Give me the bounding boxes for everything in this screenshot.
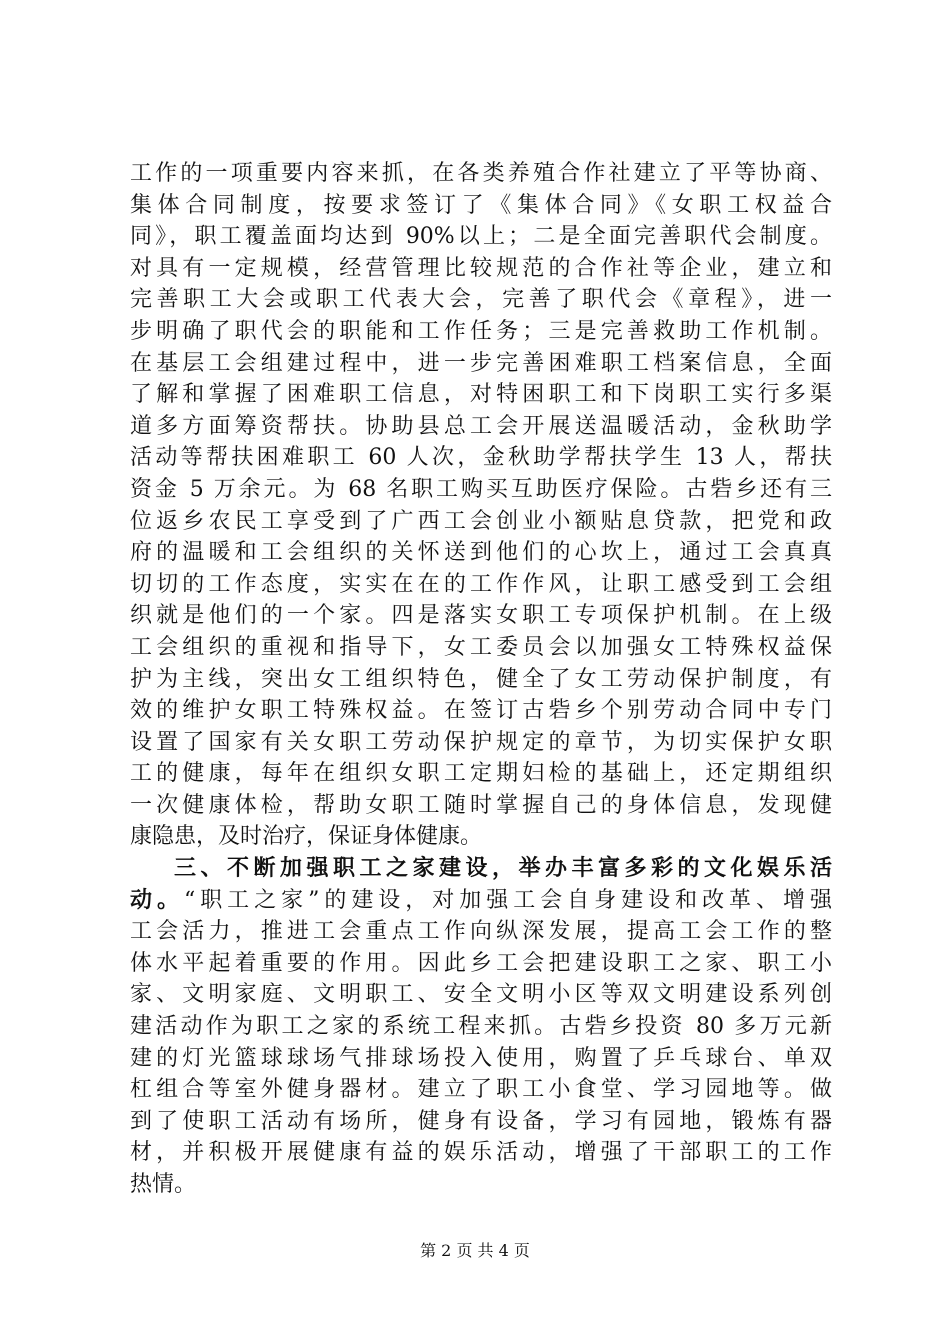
text-line: 一次健康体检，帮助女职工随时掌握自己的身体信息，发现健 [130, 792, 832, 818]
text-line [130, 885, 832, 917]
text-line: 材，并积极开展健康有益的娱乐活动，增强了干部职工的工作 [130, 1140, 832, 1166]
section-heading: 三、不断加强职工之家建设，举办丰富多彩的文化娱乐活 [174, 855, 832, 882]
text-line: 府的温暖和工会组织的关怀送到他们的心坎上，通过工会真真 [130, 540, 832, 566]
text-line: 工作的一项重要内容来抓，在各类养殖合作社建立了平等协商、 [130, 161, 832, 186]
text-line: 步明确了职代会的职能和工作任务；三是完善救助工作机制。 [130, 318, 832, 344]
text-line: 同》，职工覆盖面均达到 90%以上；二是全面完善职代会制度。 [130, 224, 832, 250]
text-line: 建的灯光篮球球场气排球场投入使用，购置了乒乓球台、单双 [130, 1045, 832, 1071]
text-line: 建活动作为职工之家的系统工程来抓。古砦乡投资 80 多万元新 [130, 1014, 832, 1040]
section-heading-continuation: 动。 [130, 886, 184, 913]
text-line: 体水平起着重要的作用。因此乡工会把建设职工之家、职工小 [130, 950, 832, 976]
text-line: 位返乡农民工享受到了广西工会创业小额贴息贷款，把党和政 [130, 508, 832, 534]
body-text [130, 158, 832, 1201]
text-line-rest: “职工之家”的建设，对加强工会自身建设和改革、增强 [183, 887, 832, 913]
text-line: 热情。 [130, 1172, 197, 1197]
text-line: 康隐患，及时治疗，保证身体健康。 [130, 824, 483, 850]
text-line: 护为主线，突出女工组织特色，健全了女工劳动保护制度，有 [130, 666, 832, 692]
text-line: 工会活力，推进工会重点工作向纵深发展，提高工会工作的整 [130, 919, 832, 945]
text-line: 对具有一定规模，经营管理比较规范的合作社等企业，建立和 [130, 255, 832, 281]
text-line: 织就是他们的一个家。四是落实女职工专项保护机制。在上级 [130, 603, 832, 629]
text-line: 家、文明家庭、文明职工、安全文明小区等双文明建设系列创 [130, 982, 832, 1008]
text-line: 活动等帮扶困难职工 60 人次，金秋助学帮扶学生 13 人，帮扶 [130, 445, 832, 471]
text-line: 道多方面筹资帮扶。协助县总工会开展送温暖活动，金秋助学 [130, 413, 832, 439]
text-line: 在基层工会组建过程中，进一步完善困难职工档案信息，全面 [130, 350, 832, 376]
text-line: 了解和掌握了困难职工信息，对特困职工和下岗职工实行多渠 [130, 382, 832, 408]
text-line: 集体合同制度，按要求签订了《集体合同》《女职工权益合 [130, 192, 832, 218]
text-line: 到了使职工活动有场所，健身有设备，学习有园地，锻炼有器 [130, 1108, 832, 1134]
text-line: 杠组合等室外健身器材。建立了职工小食堂、学习园地等。做 [130, 1077, 832, 1103]
text-line: 设置了国家有关女职工劳动保护规定的章节，为切实保护女职 [130, 729, 832, 755]
text-line: 切切的工作态度，实实在在的工作作风，让职工感受到工会组 [130, 571, 832, 597]
text-line: 工会组织的重视和指导下，女工委员会以加强女工特殊权益保 [130, 634, 832, 660]
page-number-footer: 第 2 页 共 4 页 [420, 1241, 530, 1260]
text-line: 效的维护女职工特殊权益。在签订古砦乡个别劳动合同中专门 [130, 698, 832, 724]
text-line: 资金 5 万余元。为 68 名职工购买互助医疗保险。古砦乡还有三 [130, 476, 832, 502]
text-line: 工的健康，每年在组织女职工定期妇检的基础上，还定期组织 [130, 761, 832, 787]
text-line: 完善职工大会或职工代表大会，完善了职代会《章程》，进一 [130, 287, 832, 313]
